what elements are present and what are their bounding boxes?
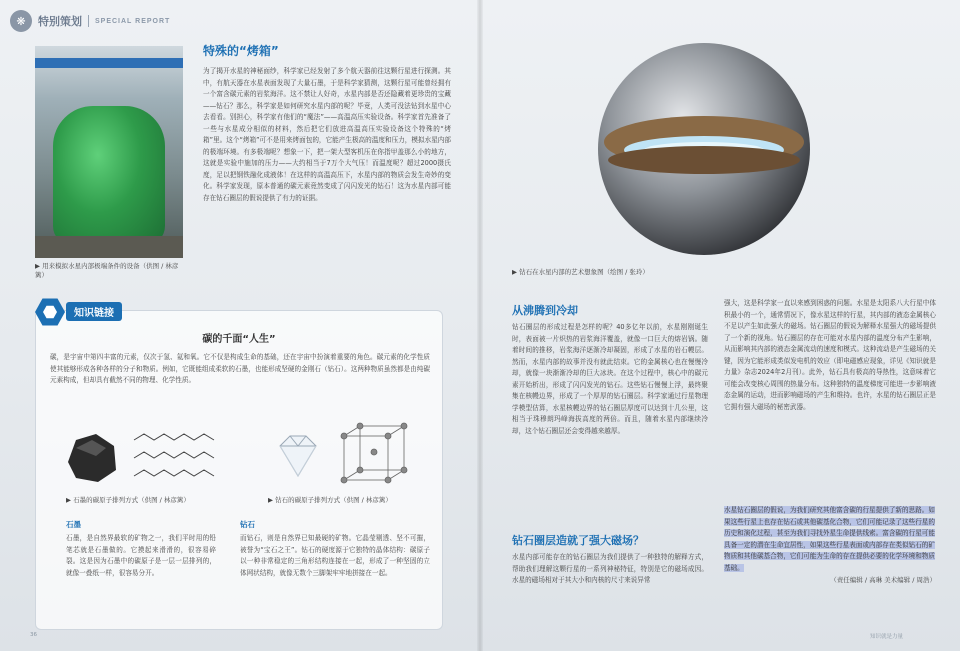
article-body: 为了揭开水星的神秘面纱，科学家已经发射了多个航天器前往这颗行星进行探测。其中，有航天器在水星表面发现了大量石墨，于是科学家猜测，这颗行星可能曾经拥有一个富含碳元素的岩浆海洋。这不禁让人好奇，水星内部是否还隐藏着更珍贵的宝藏——钻石？那么，科学家是如何研究水星内部的呢？毕竟，人类可没法钻到水星中心去看看。别担心，科学家有他们的“魔法”——高温高压实验设备。科学家首先准备了一些与水星成分相似的材料，然后把它们放进高温高压实验设备这个特殊的“烤箱”里。这个“烤箱”可不是用来烤面包的，它能产生极高的温度和压力，模拟水星内部的极端环境。有多极端呢？想象一下，把一架大型客机压在你指甲盖那么小的地方，这就是实验中施加的压力——大约相当于7万个大气压！而温度呢？超过2000摄氏度，足以把钢铁融化成液体！在这样的高温高压下，水星内部的物质会发生奇妙的变化。科学家发现，原本普通的碳元素竟然变成了闪闪发光的钻石！这为水星内部可能存在钻石圈层的假说提供了有力的证据。 [203,67,451,202]
highlight-text: 水星钻石圈层的假说，为我们研究其他富含碳的行星提供了新的思路。如果这些行星上也存在钻石或其他碳基化合物，它们可能记录了这些行星的历史和演化过程，甚至为我们寻找外星生命提供线索。富含碳的行星可能具备一定的潜在生命宜居性，如果这些行星表面或内部存在类似钻石的矿物质和其他碳基合物，它们可能为生命的存在提供必要的化学环境和物质基础。 [724,506,935,572]
section-title-cooling: 从沸腾到冷却 [512,304,578,317]
photo-crane-beam [35,58,183,68]
highlight-paragraph [724,505,936,585]
knowledge-title: 碳的千面“人生” [202,334,276,345]
mercury-diamond-illustration [588,38,820,260]
section-body-cooling: 钻石圈层的形成过程是怎样的呢？40多亿年以前，水星刚刚诞生时，表面被一片炽热的岩浆海洋覆盖，就像一口巨大的熔岩锅。随着时间的推移，岩浆海洋逐渐冷却凝固，形成了水星的岩石幔层。然而，水星内部的故事并没有就此结束。它的金属核心也在慢慢冷却，就像一块渐渐冷却的巨大冰块。在这个过程中，核心中的碳元素开始析出，形成了闪闪发光的钻石。这些钻石慢慢上浮，最终聚集在核幔边界，形成了一个厚厚的钻石圈层。科学家通过行星物理学模型估算，水星核幔边界的钻石圈层厚度可以达到十几公里，这相当于珠穆朗玛峰海拔高度的两倍。而且，随着水星内部继续冷却，这个钻石圈层还会变得越来越厚。 [512,323,708,435]
section-title-magnetic: 钻石圈层造就了强大磁场？ [512,534,644,547]
article-title: 特殊的“烤箱” [203,44,279,58]
diamond-gem-image [270,432,325,482]
page-gutter [477,0,483,651]
section-label-en: SPECIAL REPORT [95,17,171,25]
graphite-rock-image [62,428,120,486]
equipment-photo [35,46,183,258]
header-divider [88,15,89,27]
section-badge-icon: ❋ [10,10,32,32]
graphite-lattice-icon [130,430,230,484]
graphite-caption: ▶ 石墨的碳原子排列方式（供图 / 林彦篱） [66,496,190,504]
photo-floor [35,236,183,258]
knowledge-intro: 碳，是宇宙中第四丰富的元素，仅次于氢、氦和氧。它不仅是构成生命的基础，还在宇宙中扮演着重要的角色。碳元素的化学性质使其能够形成各种各样的分子和物质。例如，它既能组成柔软的石墨，也能形成坚硬的金刚石（钻石）。这两种物质虽然都是由纯碳元素构成，但却具有截然不同的物理、化学性质。 [50,353,430,384]
photo-caption: ▶ 用来模拟水星内部极端条件的设备（供图 / 林彦篱） [35,262,179,279]
right-column-body: 强大，这是科学家一直以来感到困惑的问题。水星是太阳系八大行星中体积最小的一个，通常情况下，像水星这样的行星，其内部的液态金属核心不足以产生如此强大的磁场。钻石圈层的假说为解释水星强大的磁场提供了一个新的视角。钻石圈层的存在可能对水星内部的温度分布产生影响，从而影响其内部的液态金属流动的速度和模式。这种流动是产生磁场的关键，因为它能形成类似发电机的效应（即电磁感应现象，详见《知识就是力量》杂志2024年2月刊）。此外，钻石具有极高的导热性，这意味着它可能会改变核心周围的热量分布。这种独特的温度梯度可能进一步影响液态金属的运动，进而影响磁场的产生和维持。也许，水星的钻石圈层正是它拥有强大磁场的秘密武器。 [724,299,936,411]
magazine-name: 知识就是力量 [870,634,904,640]
diamond-body: 而钻石，则是自然界已知最硬的矿物。它晶莹剔透、坚不可摧，被誉为“宝石之王”。钻石的硬度源于它独特的晶体结构：碳原子以一种非常稳定的三角形结构连接在一起，形成了一种坚固的立体网状结构，就像无数个三脚架牢牢地拼接在一起。 [240,534,430,577]
diamond-caption: ▶ 钻石的碳原子排列方式（供图 / 林彦篱） [268,496,392,504]
editor-credit: （责任编辑 / 高琳 美术编辑 / 周浩） [830,576,936,584]
graphite-body: 石墨，是自然界最软的矿物之一，我们平时用的铅笔芯就是石墨做的。它摸起来滑滑的，很容易碎裂。这是因为石墨中的碳原子是一层一层排列的，就像一叠纸一样，很容易分开。 [66,534,216,577]
page-number-left: 36 [30,632,37,638]
section-body-magnetic: 水星内部可能存在的钻石圈层为我们提供了一种独特的解释方式，帮助我们理解这颗行星的一系列神秘特征，特别是它的磁场成因。水星的磁场相对于其大小和内核的尺寸来说异常 [512,553,708,584]
photo-green-press [53,106,165,246]
diamond-subtitle: 钻石 [240,520,255,529]
section-label: 特别策划 [38,15,82,28]
section-header [10,10,170,32]
graphite-subtitle: 石墨 [66,520,81,529]
illustration-caption: ▶ 钻石在水星内部的艺术想象图（绘图 / 张玲） [512,268,649,276]
diamond-lattice-icon [330,422,420,492]
knowledge-label: 知识链接 [66,302,122,321]
